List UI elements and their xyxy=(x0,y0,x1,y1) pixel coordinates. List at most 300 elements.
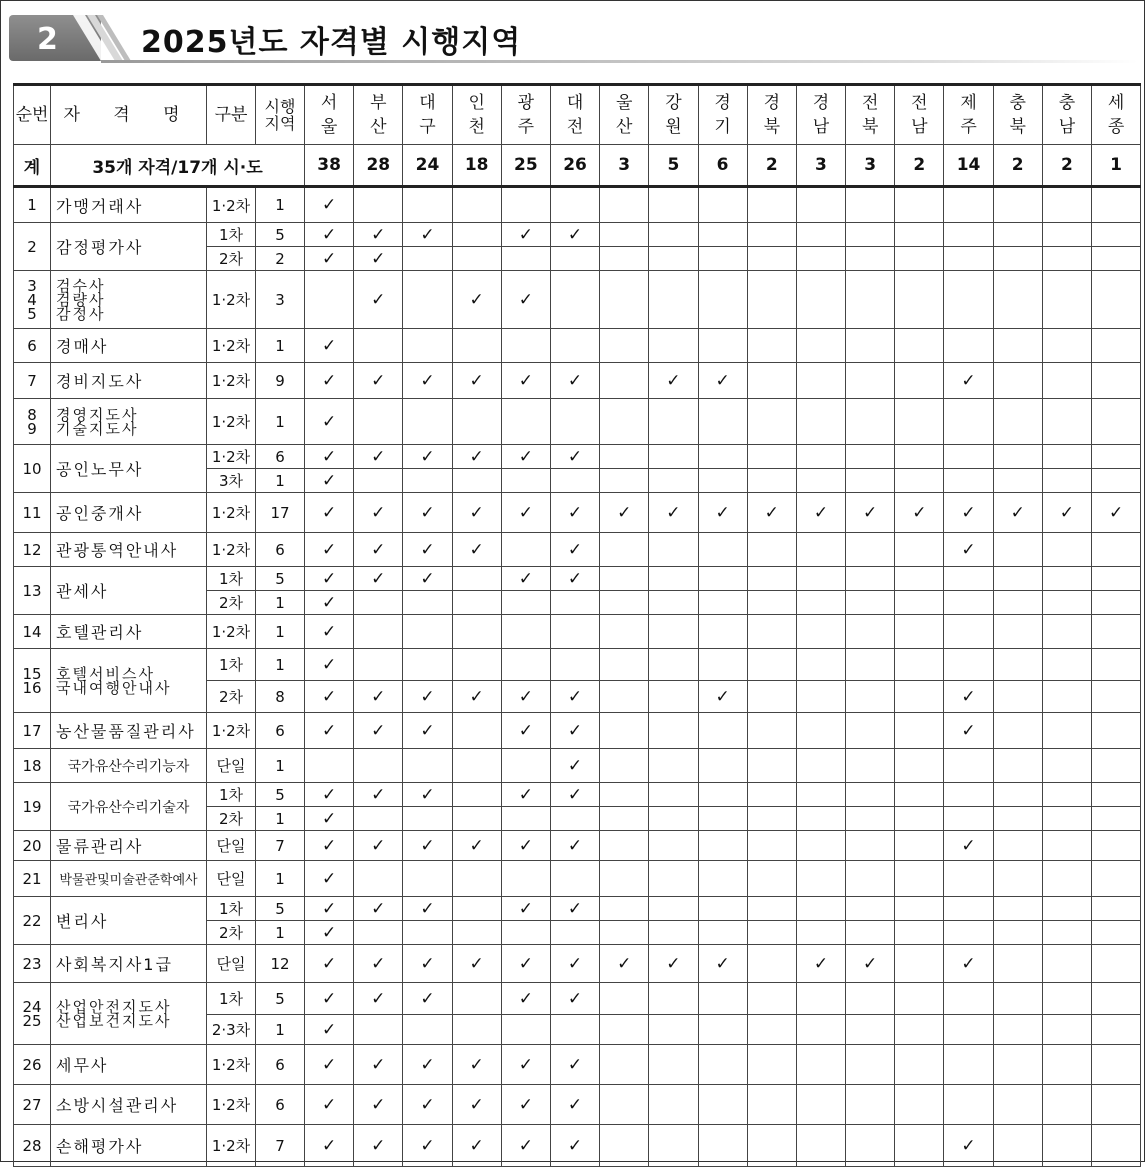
region-check-cell xyxy=(550,649,599,681)
region-check-cell xyxy=(1092,247,1141,271)
region-count: 1 xyxy=(256,1015,305,1045)
region-check-cell xyxy=(452,897,501,921)
region-check-cell xyxy=(993,1125,1042,1167)
check-mark-icon: ✓ xyxy=(469,1135,484,1156)
region-check-cell xyxy=(452,831,501,861)
qualification-name: 물류관리사 xyxy=(51,831,207,861)
region-check-cell xyxy=(649,615,698,649)
region-check-cell xyxy=(895,591,944,615)
region-check-cell xyxy=(550,1045,599,1085)
region-count: 9 xyxy=(256,363,305,399)
check-mark-icon: ✓ xyxy=(715,502,730,523)
region-check-cell xyxy=(649,921,698,945)
region-check-cell xyxy=(895,469,944,493)
region-check-cell xyxy=(550,469,599,493)
check-mark-icon: ✓ xyxy=(567,755,583,776)
region-check-cell xyxy=(1042,1085,1091,1125)
region-check-cell xyxy=(1042,187,1091,223)
check-mark-icon: ✓ xyxy=(420,835,435,856)
check-mark-icon: ✓ xyxy=(961,1135,976,1156)
region-check-cell xyxy=(698,749,747,783)
region-check-cell xyxy=(501,247,550,271)
check-mark-icon: ✓ xyxy=(371,953,386,974)
region-check-cell xyxy=(501,783,550,807)
region-check-cell xyxy=(501,1125,550,1167)
total-region-count: 2 xyxy=(895,145,944,187)
region-check-cell xyxy=(698,247,747,271)
region-count: 1 xyxy=(256,469,305,493)
region-check-cell xyxy=(649,983,698,1015)
region-check-cell xyxy=(1042,363,1091,399)
region-check-cell xyxy=(550,271,599,329)
table-row xyxy=(14,783,1141,807)
region-check-cell xyxy=(403,247,452,271)
region-check-cell xyxy=(501,1045,550,1085)
region-check-cell xyxy=(550,399,599,445)
check-mark-icon: ✓ xyxy=(518,1054,533,1075)
region-check-cell xyxy=(846,445,895,469)
region-check-cell xyxy=(550,363,599,399)
region-check-cell xyxy=(1092,363,1141,399)
region-check-cell xyxy=(796,1125,845,1167)
exam-stage: 2차 xyxy=(207,807,256,831)
region-count: 1 xyxy=(256,921,305,945)
region-check-cell xyxy=(305,713,354,749)
region-check-cell xyxy=(649,1045,698,1085)
region-check-cell xyxy=(944,469,993,493)
header-region-char: 경 xyxy=(763,93,780,113)
total-region-count: 26 xyxy=(550,145,599,187)
region-check-cell xyxy=(354,1015,403,1045)
region-check-cell xyxy=(796,469,845,493)
header-region xyxy=(649,85,698,145)
region-check-cell xyxy=(1042,533,1091,567)
total-region-count: 3 xyxy=(846,145,895,187)
check-mark-icon: ✓ xyxy=(567,539,583,560)
region-check-cell xyxy=(846,861,895,897)
region-check-cell xyxy=(944,983,993,1015)
row-number xyxy=(14,897,51,945)
region-check-cell xyxy=(944,493,993,533)
region-count: 1 xyxy=(256,861,305,897)
region-check-cell xyxy=(649,831,698,861)
total-row xyxy=(14,145,1141,187)
region-check-cell xyxy=(846,329,895,363)
region-check-cell xyxy=(1042,399,1091,445)
region-check-cell xyxy=(501,649,550,681)
region-check-cell xyxy=(846,681,895,713)
exam-stage: 3차 xyxy=(207,469,256,493)
region-check-cell xyxy=(305,187,354,223)
region-check-cell xyxy=(698,445,747,469)
region-check-cell xyxy=(501,861,550,897)
region-check-cell xyxy=(1042,1015,1091,1045)
region-count: 1 xyxy=(256,591,305,615)
check-mark-icon: ✓ xyxy=(567,784,583,805)
header-region-char: 천 xyxy=(468,117,485,137)
region-check-cell xyxy=(550,329,599,363)
header-region-char: 북 xyxy=(763,117,780,137)
region-check-cell xyxy=(993,983,1042,1015)
region-check-cell xyxy=(501,591,550,615)
region-check-cell xyxy=(550,1015,599,1045)
check-mark-icon: ✓ xyxy=(518,224,533,245)
region-check-cell xyxy=(944,533,993,567)
qualification-name-line: 감정사 xyxy=(56,304,106,323)
region-check-cell xyxy=(403,533,452,567)
region-check-cell xyxy=(1092,1085,1141,1125)
exam-stage: 2차 xyxy=(207,681,256,713)
table-row xyxy=(14,983,1141,1015)
check-mark-icon: ✓ xyxy=(420,1054,435,1075)
exam-stage: 단일 xyxy=(207,945,256,983)
row-number-value: 28 xyxy=(22,1136,42,1155)
region-check-cell xyxy=(501,187,550,223)
region-check-cell xyxy=(846,713,895,749)
qualification-name: 소방시설관리사 xyxy=(51,1085,207,1125)
region-check-cell xyxy=(993,831,1042,861)
header-region xyxy=(354,85,403,145)
region-check-cell xyxy=(403,783,452,807)
header-name xyxy=(51,85,207,145)
header-region-char: 경 xyxy=(812,93,830,113)
header-region xyxy=(600,85,649,145)
region-check-cell xyxy=(1092,591,1141,615)
header-region xyxy=(501,85,550,145)
table-row xyxy=(14,493,1141,533)
row-number-value: 22 xyxy=(22,911,42,930)
qualification-name-line: 경영지도사 xyxy=(56,405,139,424)
row-number-value: 25 xyxy=(22,1011,42,1030)
check-mark-icon: ✓ xyxy=(469,953,484,974)
region-check-cell xyxy=(403,921,452,945)
check-mark-icon: ✓ xyxy=(567,224,583,245)
region-check-cell xyxy=(600,1125,649,1167)
check-mark-icon: ✓ xyxy=(518,720,533,741)
region-check-cell xyxy=(600,533,649,567)
region-check-cell xyxy=(895,749,944,783)
region-check-cell xyxy=(895,493,944,533)
check-mark-icon: ✓ xyxy=(321,568,337,589)
region-check-cell xyxy=(1092,1125,1141,1167)
region-check-cell xyxy=(1042,649,1091,681)
qualification-name: 가맹거래사 xyxy=(51,187,207,223)
table-row xyxy=(14,945,1141,983)
check-mark-icon: ✓ xyxy=(321,1019,337,1040)
region-check-cell xyxy=(550,861,599,897)
check-mark-icon: ✓ xyxy=(321,1054,337,1075)
table-row xyxy=(14,1045,1141,1085)
region-check-cell xyxy=(452,783,501,807)
check-mark-icon: ✓ xyxy=(420,898,435,919)
check-mark-icon: ✓ xyxy=(321,898,337,919)
region-check-cell xyxy=(698,399,747,445)
table-row xyxy=(14,533,1141,567)
check-mark-icon: ✓ xyxy=(321,835,337,856)
region-check-cell xyxy=(944,1015,993,1045)
exam-stage: 단일 xyxy=(207,861,256,897)
region-check-cell xyxy=(501,271,550,329)
region-check-cell xyxy=(305,223,354,247)
region-check-cell xyxy=(895,247,944,271)
region-check-cell xyxy=(796,247,845,271)
region-check-cell xyxy=(452,983,501,1015)
region-check-cell xyxy=(305,591,354,615)
region-check-cell xyxy=(895,223,944,247)
region-check-cell xyxy=(305,1085,354,1125)
region-check-cell xyxy=(600,831,649,861)
region-check-cell xyxy=(747,861,796,897)
region-check-cell xyxy=(846,567,895,591)
check-mark-icon: ✓ xyxy=(518,988,533,1009)
check-mark-icon: ✓ xyxy=(961,502,976,523)
check-mark-icon: ✓ xyxy=(321,621,337,642)
check-mark-icon: ✓ xyxy=(371,784,386,805)
region-check-cell xyxy=(944,567,993,591)
row-number-value: 3 xyxy=(27,276,37,295)
check-mark-icon: ✓ xyxy=(666,370,681,391)
region-check-cell xyxy=(501,469,550,493)
check-mark-icon: ✓ xyxy=(469,1054,484,1075)
qualification-name: 세무사 xyxy=(51,1045,207,1085)
exam-stage: 1·2차 xyxy=(207,329,256,363)
region-check-cell xyxy=(452,247,501,271)
region-check-cell xyxy=(403,1015,452,1045)
region-check-cell xyxy=(1092,831,1141,861)
region-check-cell xyxy=(895,363,944,399)
header-region-char: 북 xyxy=(861,117,879,137)
region-check-cell xyxy=(501,223,550,247)
region-check-cell xyxy=(403,493,452,533)
check-mark-icon: ✓ xyxy=(321,411,337,432)
exam-stage: 1·2차 xyxy=(207,713,256,749)
check-mark-icon: ✓ xyxy=(715,370,730,391)
region-check-cell xyxy=(403,713,452,749)
check-mark-icon: ✓ xyxy=(321,195,337,215)
region-check-cell xyxy=(846,1045,895,1085)
region-check-cell xyxy=(796,329,845,363)
region-check-cell xyxy=(1092,861,1141,897)
region-check-cell xyxy=(1042,713,1091,749)
region-check-cell xyxy=(305,983,354,1015)
region-check-cell xyxy=(993,615,1042,649)
region-check-cell xyxy=(747,399,796,445)
region-check-cell xyxy=(452,493,501,533)
region-check-cell xyxy=(747,983,796,1015)
row-number xyxy=(14,945,51,983)
region-check-cell xyxy=(600,681,649,713)
region-check-cell xyxy=(452,945,501,983)
row-number xyxy=(14,649,51,713)
region-check-cell xyxy=(1042,807,1091,831)
region-check-cell xyxy=(1092,271,1141,329)
region-check-cell xyxy=(354,831,403,861)
row-number-value: 16 xyxy=(22,678,42,697)
check-mark-icon: ✓ xyxy=(469,539,484,560)
row-number-value: 2 xyxy=(27,237,37,256)
region-check-cell xyxy=(796,493,845,533)
region-check-cell xyxy=(600,493,649,533)
region-check-cell xyxy=(501,533,550,567)
check-mark-icon: ✓ xyxy=(567,720,583,741)
region-check-cell xyxy=(305,831,354,861)
region-check-cell xyxy=(354,807,403,831)
region-check-cell xyxy=(649,783,698,807)
region-check-cell xyxy=(649,329,698,363)
header-region-char: 전 xyxy=(861,93,879,113)
region-check-cell xyxy=(698,363,747,399)
table-row xyxy=(14,831,1141,861)
region-check-cell xyxy=(1092,1015,1141,1045)
region-check-cell xyxy=(796,1045,845,1085)
region-check-cell xyxy=(403,897,452,921)
region-check-cell xyxy=(501,983,550,1015)
region-check-cell xyxy=(1092,493,1141,533)
check-mark-icon: ✓ xyxy=(813,502,829,523)
exam-stage: 1차 xyxy=(207,567,256,591)
region-check-cell xyxy=(501,945,550,983)
region-check-cell xyxy=(944,1045,993,1085)
region-check-cell xyxy=(895,649,944,681)
header-type: 구분 xyxy=(207,85,256,145)
exam-stage: 1·2차 xyxy=(207,271,256,329)
region-check-cell xyxy=(895,807,944,831)
region-check-cell xyxy=(354,469,403,493)
region-check-cell xyxy=(796,861,845,897)
header-region-char: 울 xyxy=(616,93,633,113)
check-mark-icon: ✓ xyxy=(961,370,976,391)
table-row xyxy=(14,649,1141,681)
region-check-cell xyxy=(846,749,895,783)
region-check-cell xyxy=(747,1015,796,1045)
row-number-value: 7 xyxy=(27,371,37,390)
region-check-cell xyxy=(944,591,993,615)
region-check-cell xyxy=(993,1085,1042,1125)
region-check-cell xyxy=(1092,921,1141,945)
region-check-cell xyxy=(796,807,845,831)
table-row xyxy=(14,363,1141,399)
region-check-cell xyxy=(1042,247,1091,271)
region-count: 1 xyxy=(256,807,305,831)
region-check-cell xyxy=(452,615,501,649)
qualification-name: 농산물품질관리사 xyxy=(51,713,207,749)
region-check-cell xyxy=(354,649,403,681)
region-check-cell xyxy=(846,945,895,983)
region-check-cell xyxy=(1042,223,1091,247)
region-check-cell xyxy=(1092,223,1141,247)
region-check-cell xyxy=(550,615,599,649)
row-number-value: 19 xyxy=(22,797,42,816)
table-row xyxy=(14,445,1141,469)
header-region-char: 강 xyxy=(665,93,682,113)
region-check-cell xyxy=(1092,783,1141,807)
region-count: 6 xyxy=(256,445,305,469)
check-mark-icon: ✓ xyxy=(469,370,484,391)
exam-stage: 1차 xyxy=(207,897,256,921)
exam-region-table xyxy=(13,83,1141,1167)
exam-region-table-wrapper xyxy=(13,83,1140,1167)
region-check-cell xyxy=(796,363,845,399)
row-number-value: 24 xyxy=(22,997,42,1016)
exam-stage: 2·3차 xyxy=(207,1015,256,1045)
region-check-cell xyxy=(747,469,796,493)
region-check-cell xyxy=(993,861,1042,897)
header-region-char: 대 xyxy=(566,93,584,113)
check-mark-icon: ✓ xyxy=(321,446,337,467)
region-count: 5 xyxy=(256,223,305,247)
check-mark-icon: ✓ xyxy=(371,1094,386,1115)
section-number: 2 xyxy=(37,22,58,57)
row-number-value: 17 xyxy=(22,721,42,740)
region-check-cell xyxy=(944,363,993,399)
region-check-cell xyxy=(354,713,403,749)
region-check-cell xyxy=(600,223,649,247)
exam-stage: 1·2차 xyxy=(207,187,256,223)
region-check-cell xyxy=(1042,271,1091,329)
qualification-name: 변리사 xyxy=(51,897,207,945)
region-check-cell xyxy=(550,445,599,469)
region-check-cell xyxy=(649,807,698,831)
region-check-cell xyxy=(452,223,501,247)
total-region-count: 25 xyxy=(501,145,550,187)
region-check-cell xyxy=(944,831,993,861)
region-check-cell xyxy=(698,271,747,329)
region-check-cell xyxy=(993,807,1042,831)
header-region-char: 종 xyxy=(1107,117,1125,137)
region-check-cell xyxy=(649,363,698,399)
region-check-cell xyxy=(747,591,796,615)
region-check-cell xyxy=(1042,591,1091,615)
region-check-cell xyxy=(600,861,649,897)
check-mark-icon: ✓ xyxy=(1108,502,1124,523)
header-region xyxy=(747,85,796,145)
region-check-cell xyxy=(403,187,452,223)
check-mark-icon: ✓ xyxy=(321,808,337,829)
region-check-cell xyxy=(1092,649,1141,681)
check-mark-icon: ✓ xyxy=(321,784,337,805)
row-number xyxy=(14,1125,51,1167)
region-check-cell xyxy=(1092,1045,1141,1085)
region-check-cell xyxy=(649,271,698,329)
region-check-cell xyxy=(993,493,1042,533)
check-mark-icon: ✓ xyxy=(666,502,681,523)
region-check-cell xyxy=(698,921,747,945)
region-check-cell xyxy=(403,271,452,329)
row-number-value: 27 xyxy=(22,1095,42,1114)
qualification-name xyxy=(51,399,207,445)
check-mark-icon: ✓ xyxy=(371,835,386,856)
check-mark-icon: ✓ xyxy=(420,686,435,707)
region-check-cell xyxy=(501,897,550,921)
qualification-name-line: 국내여행안내사 xyxy=(56,678,172,697)
qualification-name-line: 검량사 xyxy=(56,290,106,309)
region-check-cell xyxy=(354,187,403,223)
region-check-cell xyxy=(403,399,452,445)
region-check-cell xyxy=(796,681,845,713)
header-region-char: 산 xyxy=(370,117,387,137)
region-check-cell xyxy=(305,247,354,271)
region-check-cell xyxy=(895,897,944,921)
region-check-cell xyxy=(846,831,895,861)
region-check-cell xyxy=(796,271,845,329)
region-check-cell xyxy=(747,649,796,681)
region-check-cell xyxy=(403,591,452,615)
row-number-value: 20 xyxy=(22,836,42,855)
region-check-cell xyxy=(698,1085,747,1125)
region-check-cell xyxy=(944,1125,993,1167)
region-check-cell xyxy=(1042,445,1091,469)
region-check-cell xyxy=(1042,749,1091,783)
